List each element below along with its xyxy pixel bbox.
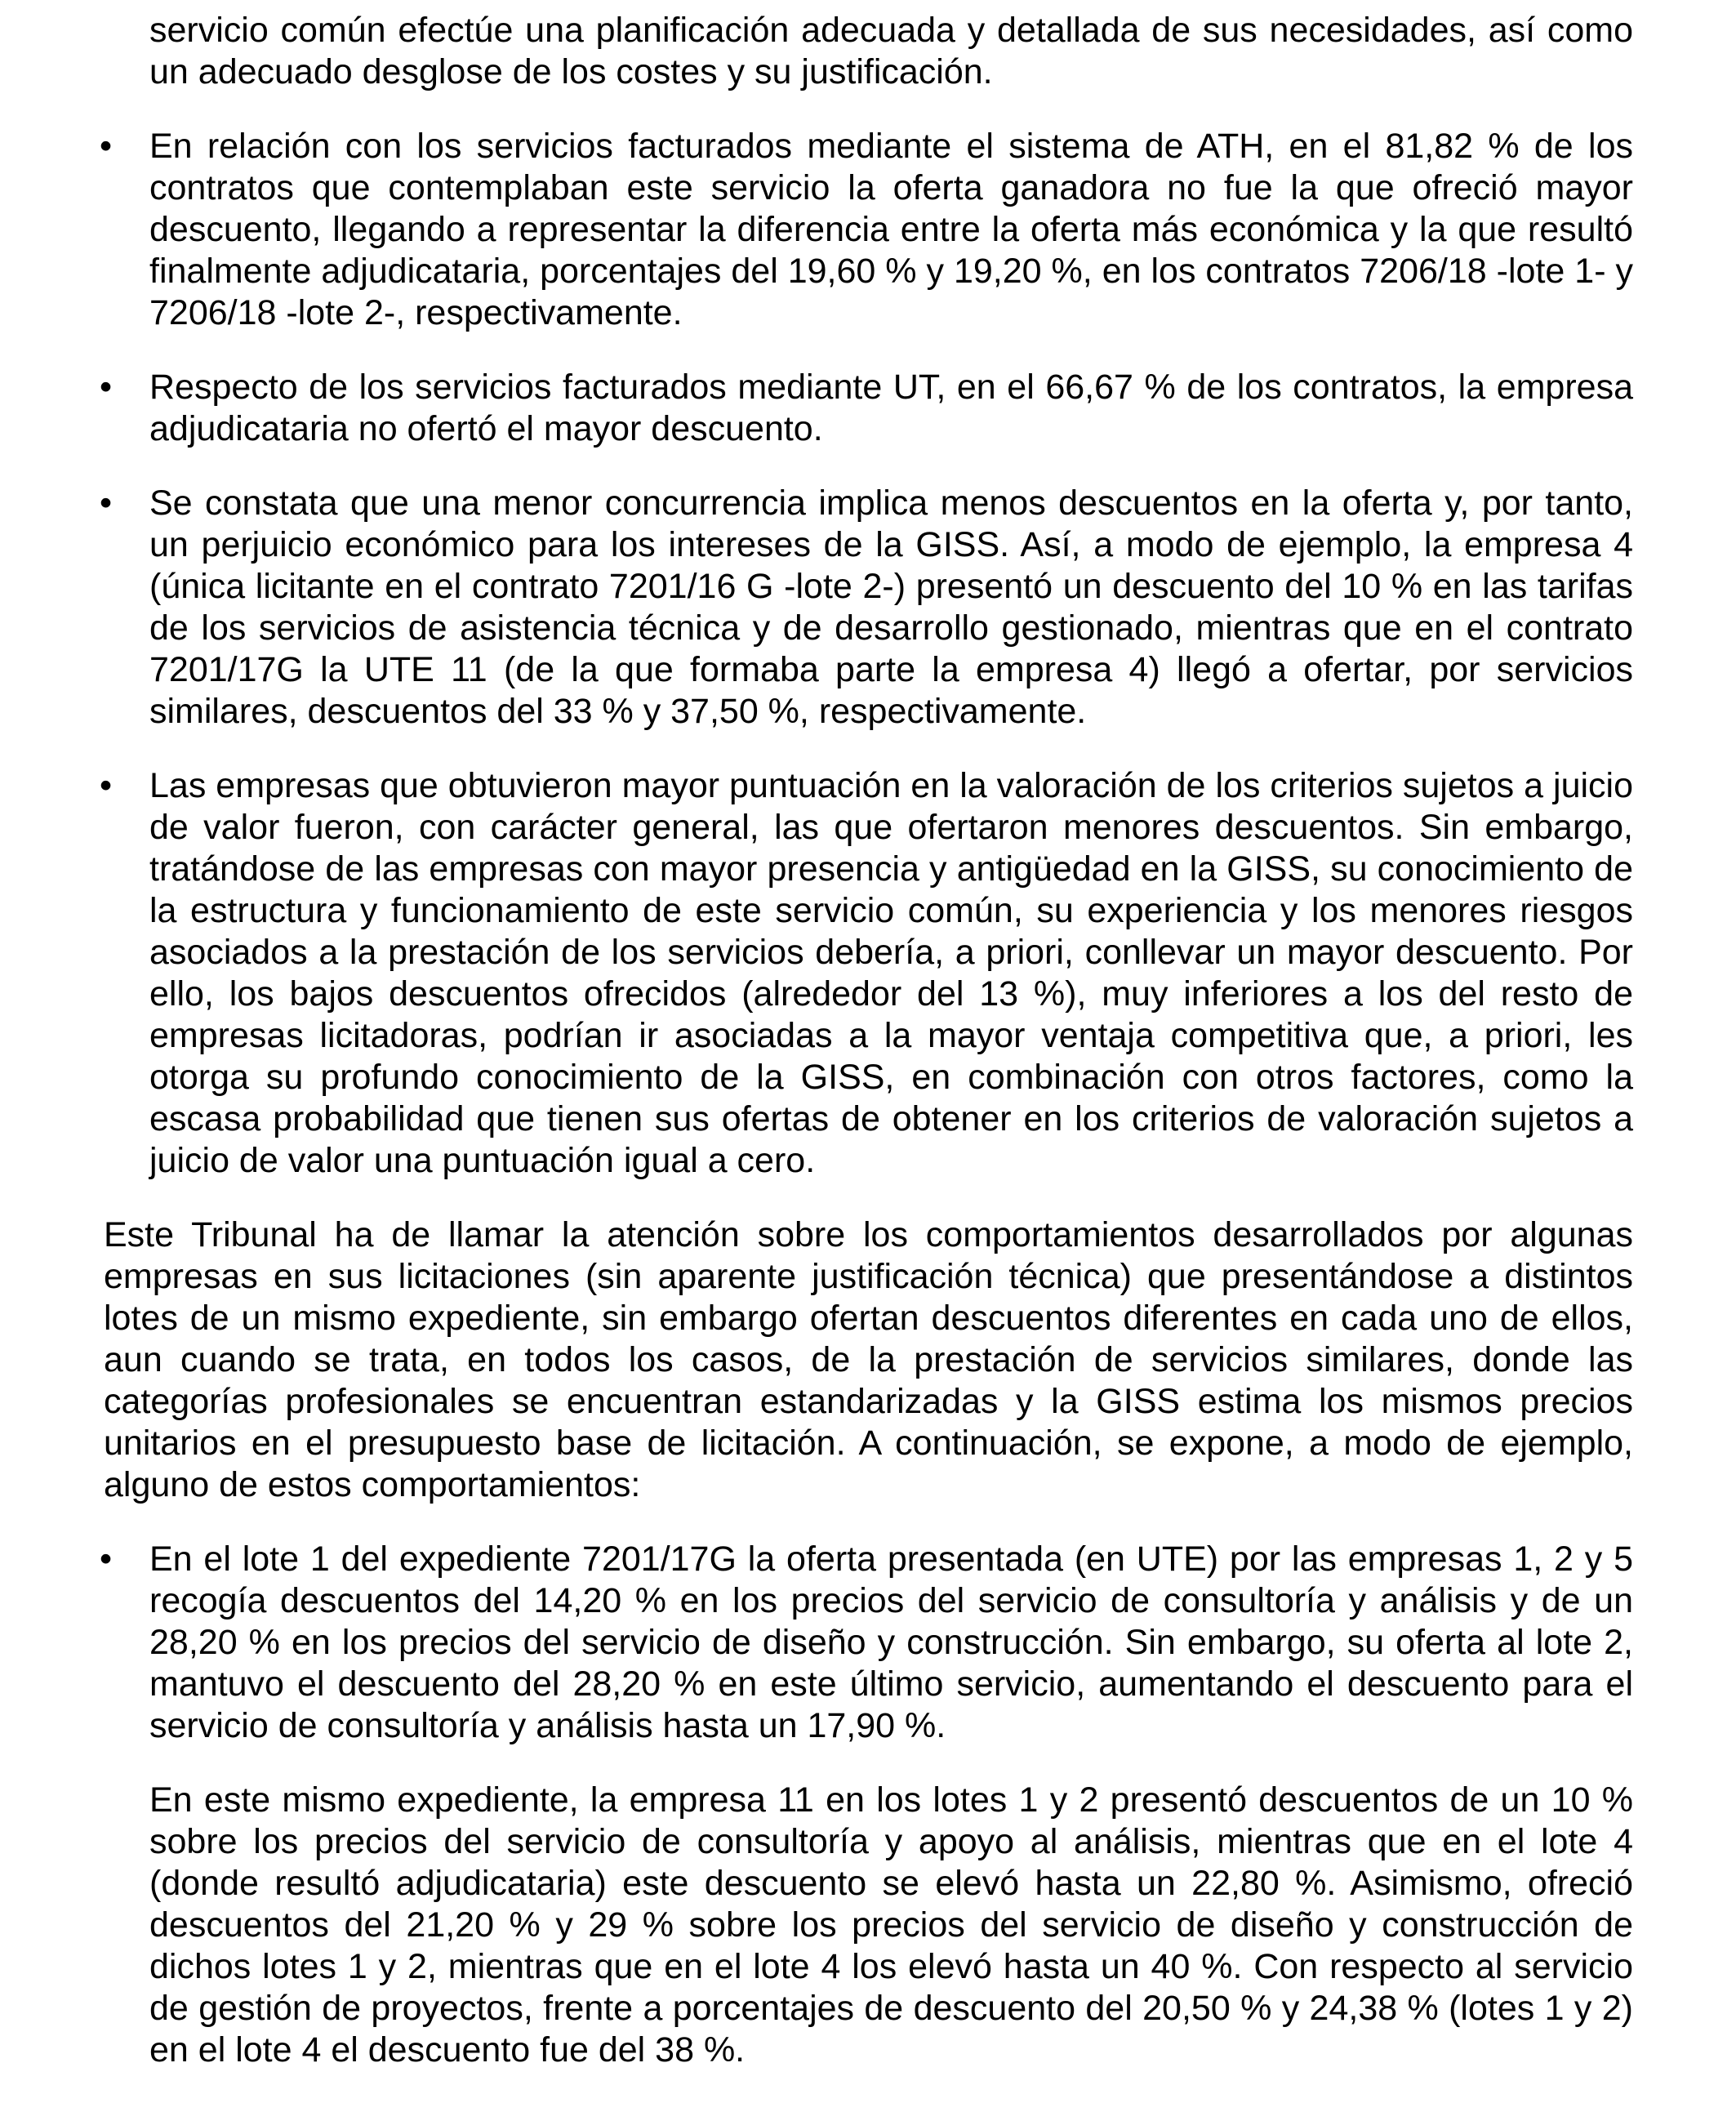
bullet-marker: • bbox=[100, 368, 113, 407]
bullet-item bbox=[100, 483, 1633, 733]
bullet-marker: • bbox=[100, 766, 113, 805]
bullet-text: En el lote 1 del expediente 7201/17G la oferta presentada (en UTE) por las empresas 1, 2 y 5 recogía descuentos del 14,20 % en los precios del servicio de consultoría y análisis y de un 28,20 % en los precios del servicio de diseño y construcción. Sin embargo, su oferta al lote 2, mantuvo el descuento del 28,20 % en este último servicio, aumentando el descuento para el servicio de consultoría y análisis hasta un 17,90 %. bbox=[149, 1539, 1633, 1745]
bullet-text: Respecto de los servicios facturados mediante UT, en el 66,67 % de los contratos, la empresa adjudicataria no ofertó el mayor descuento. bbox=[149, 368, 1633, 448]
bullet-marker: • bbox=[100, 1539, 113, 1579]
bullet-item bbox=[100, 367, 1633, 450]
bullet-item bbox=[100, 765, 1633, 1182]
paragraph-text: En este mismo expediente, la empresa 11 en los lotes 1 y 2 presentó descuentos de un 10 % sobre los precios del servicio de consultoría y apoyo al análisis, mientras que en el lote 4 (donde resultó adjudicataria) este descuento se elevó hasta un 22,80 %. Asimismo, ofreció descuentos del 21,20 % y 29 % sobre los precios del servicio de diseño y construcción de dichos lotes 1 y 2, mientras que en el lote 4 los elevó hasta un 40 %. Con respecto al servicio de gestión de proyectos, frente a porcentajes de descuento del 20,50 % y 24,38 % (lotes 1 y 2) en el lote 4 el descuento fue del 38 %. bbox=[149, 1780, 1633, 2070]
continuation-paragraph bbox=[149, 10, 1633, 93]
bullet-marker: • bbox=[100, 483, 113, 523]
bullet-marker: • bbox=[100, 127, 113, 166]
paragraph-text: Este Tribunal ha de llamar la atención sobre los comportamientos desarrollados por algunas empresas en sus licitaciones (sin aparente justificación técnica) que presentándose a distintos lotes de un mismo expediente, sin embargo ofertan descuentos diferentes en cada uno de ellos, aun cuando se trata, en todos los casos, de la prestación de servicios similares, donde las categorías profesionales se encuentran estandarizadas y la GISS estima los mismos precios unitarios en el presupuesto base de licitación. A continuación, se expone, a modo de ejemplo, alguno de estos comportamientos: bbox=[104, 1215, 1633, 1504]
bullet-text: Se constata que una menor concurrencia implica menos descuentos en la oferta y, por tanto, un perjuicio económico para los intereses de la GISS. Así, a modo de ejemplo, la empresa 4 (única licitante en el contrato 7201/16 G -lote 2-) presentó un descuento del 10 % en las tarifas de los servicios de asistencia técnica y de desarrollo gestionado, mientras que en el contrato 7201/17G la UTE 11 (de la que formaba parte la empresa 4) llegó a ofertar, por servicios similares, descuentos del 33 % y 37,50 %, respectivamente. bbox=[149, 483, 1633, 731]
paragraph bbox=[104, 1214, 1633, 1506]
paragraph-text: servicio común efectúe una planificación adecuada y detallada de sus necesidades, así como un adecuado desglose de los costes y su justificación. bbox=[149, 11, 1633, 91]
bullet-item bbox=[100, 126, 1633, 334]
indented-paragraph bbox=[149, 1780, 1633, 2071]
bullet-item bbox=[100, 1539, 1633, 1747]
bullet-text: Las empresas que obtuvieron mayor puntuación en la valoración de los criterios sujetos a juicio de valor fueron, con carácter general, las que ofertaron menores descuentos. Sin embargo, tratándose de las empresas con mayor presencia y antigüedad en la GISS, su conocimiento de la estructura y funcionamiento de este servicio común, su experiencia y los menores riesgos asociados a la prestación de los servicios debería, a priori, conllevar un mayor descuento. Por ello, los bajos descuentos ofrecidos (alrededor del 13 %), muy inferiores a los del resto de empresas licitadoras, podrían ir asociadas a la mayor ventaja competitiva que, a priori, les otorga su profundo conocimiento de la GISS, en combinación con otros factores, como la escasa probabilidad que tienen sus ofertas de obtener en los criterios de valoración sujetos a juicio de valor una puntuación igual a cero. bbox=[149, 766, 1633, 1180]
bullet-text: En relación con los servicios facturados mediante el sistema de ATH, en el 81,82 % de los contratos que contemplaban este servicio la oferta ganadora no fue la que ofreció mayor descuento, llegando a representar la diferencia entre la oferta más económica y la que resultó finalmente adjudicataria, porcentajes del 19,60 % y 19,20 %, en los contratos 7206/18 -lote 1- y 7206/18 -lote 2-, respectivamente. bbox=[149, 127, 1633, 332]
